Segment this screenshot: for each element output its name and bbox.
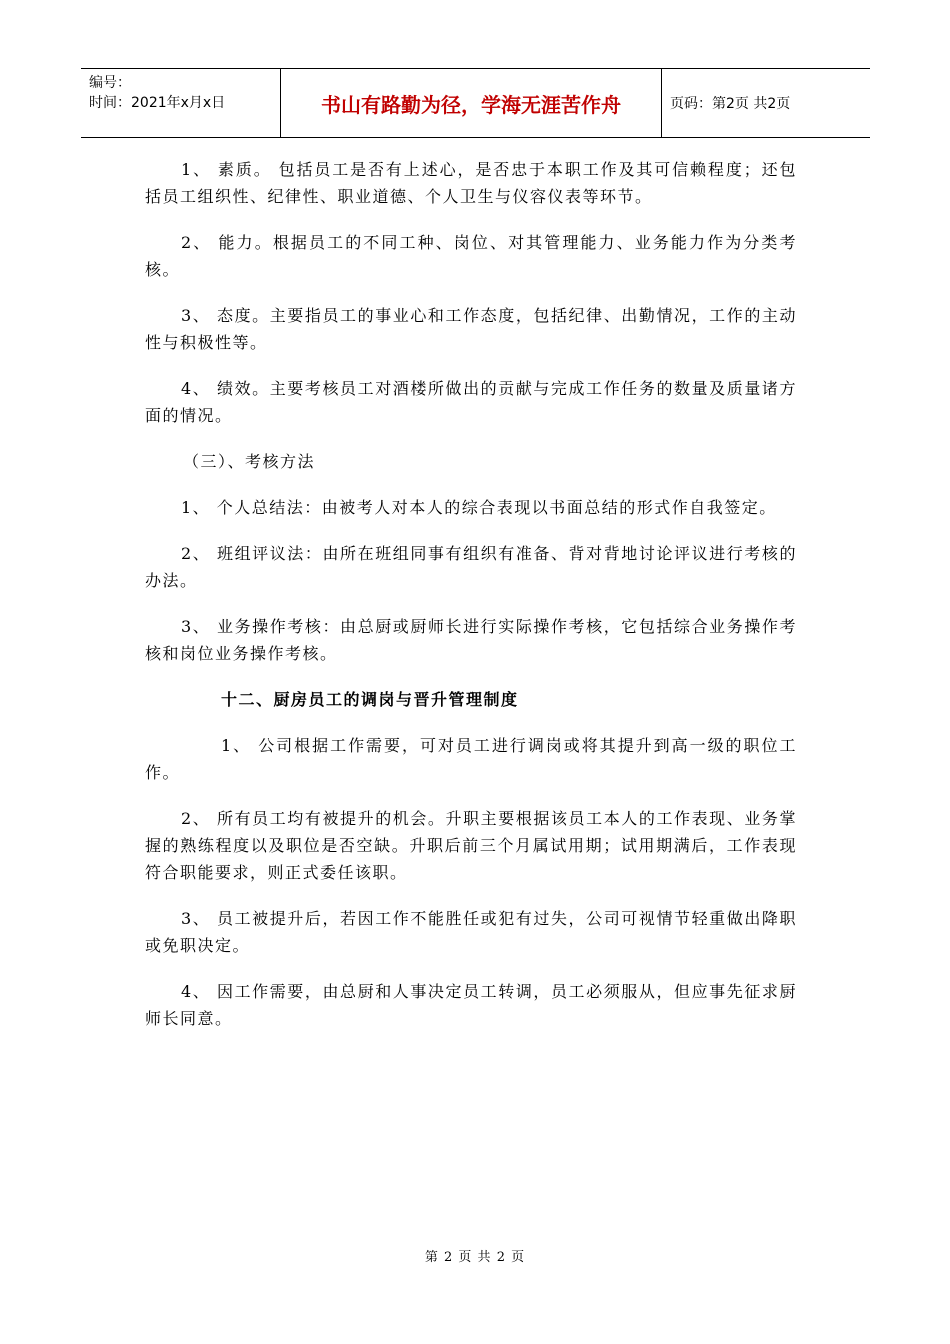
header-motto: 书山有路勤为径，学海无涯苦作舟	[281, 69, 662, 137]
paragraph-self-summary: 1、 个人总结法：由被考人对本人的综合表现以书面总结的形式作自我签定。	[181, 498, 777, 517]
section-heading-transfer-promotion: 十二、厨房员工的调岗与晋升管理制度	[221, 690, 519, 709]
paragraph-attitude: 3、 态度。主要指员工的事业心和工作态度，包括纪律、出勤情况，工作的主动性与积极性等。	[145, 306, 797, 352]
paragraph-performance: 4、 绩效。主要考核员工对酒楼所做出的贡献与完成工作任务的数量及质量诸方面的情况。	[145, 379, 797, 425]
header-page-label: 页码：第2页 共2页	[670, 96, 791, 112]
page-header	[81, 68, 870, 138]
header-meta	[81, 69, 281, 137]
paragraph-transfer-2: 2、 所有员工均有被提升的机会。升职主要根据该员工本人的工作表现、业务掌握的熟练程度以及职位是否空缺。升职后前三个月属试用期；试用期满后，工作表现符合职能要求，则正式委任该职。	[145, 809, 797, 882]
paragraph-transfer-4: 4、 因工作需要，由总厨和人事决定员工转调，员工必须服从，但应事先征求厨师长同意。	[145, 982, 797, 1028]
paragraph-team-review: 2、 班组评议法：由所在班组同事有组织有准备、背对背地讨论评议进行考核的办法。	[145, 544, 797, 590]
document-body	[145, 156, 797, 1051]
document-time-label: 时间：2021年x月x日	[89, 95, 226, 111]
document-number-label: 编号：	[89, 75, 131, 91]
paragraph-transfer-3: 3、 员工被提升后，若因工作不能胜任或犯有过失，公司可视情节轻重做出降职或免职决定。	[145, 909, 797, 955]
paragraph-ability: 2、 能力。根据员工的不同工种、岗位、对其管理能力、业务能力作为分类考核。	[145, 233, 797, 279]
page-footer: 第 2 页 共 2 页	[424, 1250, 526, 1265]
paragraph-practical-test: 3、 业务操作考核：由总厨或厨师长进行实际操作考核，它包括综合业务操作考核和岗位业务操作考核。	[145, 617, 797, 663]
paragraph-quality: 1、 素质。 包括员工是否有上述心，是否忠于本职工作及其可信赖程度；还包括员工组织性、纪律性、职业道德、个人卫生与仪容仪表等环节。	[145, 160, 797, 206]
paragraph-transfer-1: 1、 公司根据工作需要，可对员工进行调岗或将其提升到高一级的职位工作。	[145, 736, 797, 782]
section-heading-methods: （三）、考核方法	[183, 452, 316, 471]
